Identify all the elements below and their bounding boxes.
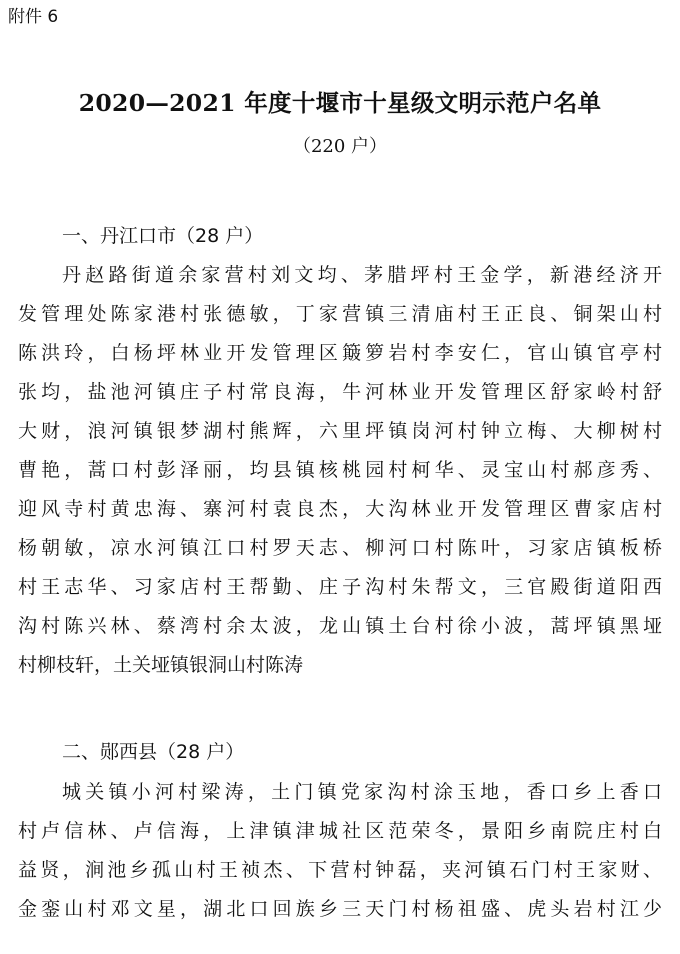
section-heading-yunxi: 二、郧西县（28 户） <box>62 741 245 763</box>
section-body-yunxi <box>18 773 662 929</box>
page-title: 2020—2021 年度十堰市十星级文明示范户名单 <box>78 89 602 117</box>
body-line: 张均，盐池河镇庄子村常良海，牛河林业开发管理区舒家岭村舒 <box>18 381 662 403</box>
section-heading-danjiangkou: 一、丹江口市（28 户） <box>62 225 264 247</box>
body-line: 丹赵路街道余家营村刘文均、茅腊坪村王金学，新港经济开 <box>62 264 662 286</box>
body-line: 陈洪玲，白杨坪林业开发管理区簸箩岩村李安仁，官山镇官亭村 <box>18 342 662 364</box>
body-line: 曹艳，蒿口村彭泽丽，均县镇核桃园村柯华、灵宝山村郝彦秀、 <box>18 459 662 481</box>
body-line: 村柳枝轩，土关垭镇银洞山村陈涛 <box>18 654 304 676</box>
body-line: 村卢信林、卢信海，上津镇津城社区范荣冬，景阳乡南院庄村白 <box>18 820 662 842</box>
body-line: 迎风寺村黄忠海、寨河村袁良杰，大沟林业开发管理区曹家店村 <box>18 498 662 520</box>
body-line: 发管理处陈家港村张德敏，丁家营镇三清庙村王正良、铜架山村 <box>18 303 662 325</box>
body-line: 大财，浪河镇银梦湖村熊辉，六里坪镇岗河村钟立梅、大柳树村 <box>18 420 662 442</box>
body-line: 城关镇小河村梁涛，土门镇党家沟村涂玉地，香口乡上香口 <box>62 781 662 803</box>
body-line: 杨朝敏，凉水河镇江口村罗天志、柳河口村陈叶，习家店镇板桥 <box>18 537 662 559</box>
attachment-label: 附件 6 <box>8 7 59 27</box>
body-line: 金銮山村邓文星，湖北口回族乡三天门村杨祖盛、虎头岩村江少 <box>18 898 662 920</box>
body-line: 村王志华、习家店村王帮勤、庄子沟村朱帮文，三官殿街道阳西 <box>18 576 662 598</box>
body-line: 益贤，涧池乡孤山村王祯杰、下营村钟磊，夹河镇石门村王家财、 <box>18 859 662 881</box>
body-line: 沟村陈兴林、蔡湾村余太波，龙山镇土台村徐小波，蒿坪镇黑垭 <box>18 615 662 637</box>
page-subtitle: （220 户） <box>292 136 388 157</box>
section-body-danjiangkou <box>18 256 662 685</box>
